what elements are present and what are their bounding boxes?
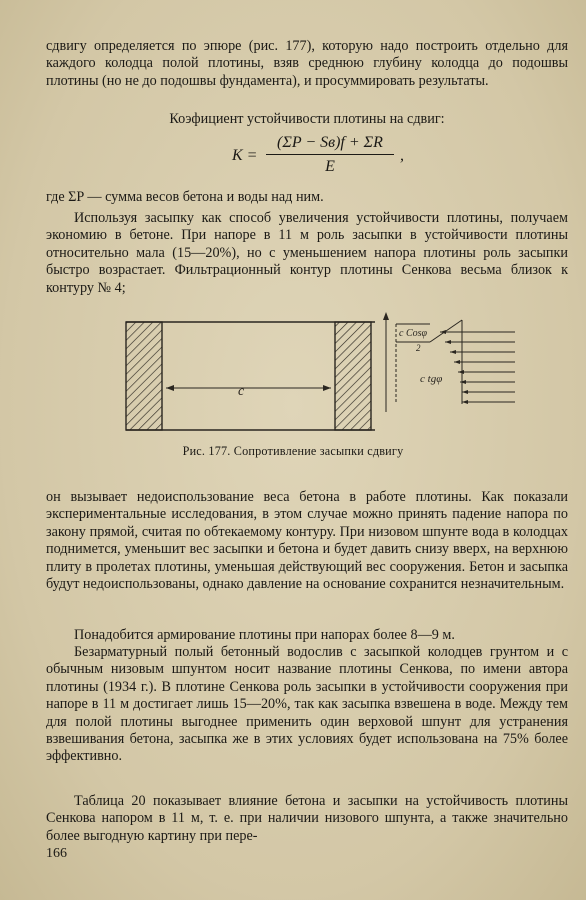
- label-2: 2: [416, 343, 421, 353]
- pressure-arrows: [440, 332, 515, 402]
- figure-caption: Рис. 177. Сопротивление засыпки сдвигу: [182, 444, 404, 458]
- paragraph-4-text: Используя засыпку как способ увеличения устойчивости плотины, получаем экономию в бетоне. При напоре в 11 м роль засыпки в устойчивости плотины относительно мала (15—20%), но с уменьшением напора плотины роль засыпки быстро возрастает. Фильтрационный контур плотины Сенкова весьма близок к контуру № 4;: [46, 210, 568, 296]
- paragraph-1-text: сдвигу определяется по эпюре (рис. 177), которую надо построить отдельно для каждого колодца полой плотины, взяв среднюю глубину колодца до подошвы плотины (но не до подошвы фундамента), и просуммировать результаты.: [46, 38, 568, 89]
- paragraph-8-text: Таблица 20 показывает влияние бетона и засыпки на устойчивость плотины Сенкова напором в 11 м, т. е. при наличии низового шпунта, а также значительно более выгодную картину при пере-: [46, 793, 568, 844]
- paragraph-2-text: Коэфициент устойчивости плотины на сдвиг:: [169, 111, 445, 127]
- paragraph-6: [46, 627, 568, 644]
- left-pier: [126, 322, 162, 430]
- paragraph-3-text: где ΣP — сумма весов бетона и воды над ним.: [46, 189, 324, 205]
- formula-lhs: K =: [232, 147, 258, 164]
- figure-177-diagram: [120, 312, 580, 442]
- paragraph-5-text: он вызывает недоиспользование веса бетона в работе плотины. Как показали экспериментальные исследования, в этом случае можно принять падение напора по закону прямой, считая по обтекаемому контуру. При низовом шпунте вода в колодцах поднимется, уменьшит вес засыпки и бетона и будет давить снизу вверх, на верхнюю плиту в пролетах плотины, уменьшая действующий вес сооружения. Бетон и засыпка будут недоиспользованы, однако давление на основание сохранится незначительным.: [46, 489, 568, 593]
- label-c: c: [238, 384, 245, 399]
- formula-numerator: (ΣP − Sв)f + ΣR: [277, 134, 383, 151]
- right-pier: [335, 322, 371, 430]
- paragraph-1: [46, 38, 568, 90]
- paragraph-6-text: Понадобится армирование плотины при напорах более 8—9 м.: [74, 627, 455, 643]
- fraction-bar: [266, 154, 394, 155]
- formula-denominator: E: [325, 158, 335, 175]
- paragraph-7-text: Безарматурный полый бетонный водослив с засыпкой колодцев грунтом и с обычным низовым шпунтом носит название плотины Сенкова, по имени автора плотины (1934 г.). В плотине Сенкова роль засыпки в устойчивости сооружения при напоре в 11 м достигает лишь 15—20%, так как засыпка взвешена в воде. Между тем для полой плотины выгоднее применить один верховой шпунт для устранения взвешивания бетона, засыпка же в этих условиях будет использована на 75% более эффективно.: [46, 644, 568, 765]
- paragraph-7: [46, 644, 568, 766]
- formula-comma: ,: [400, 147, 404, 164]
- paragraph-2: [46, 111, 568, 128]
- label-c-cos: c Cosφ: [399, 328, 428, 339]
- label-c-tg: c tgφ: [420, 373, 443, 385]
- paragraph-4: [46, 210, 568, 297]
- page-number: 166: [46, 846, 67, 861]
- stability-formula: [232, 134, 432, 182]
- paragraph-3: [46, 189, 568, 206]
- paragraph-8: [46, 793, 568, 845]
- paragraph-5: [46, 489, 568, 593]
